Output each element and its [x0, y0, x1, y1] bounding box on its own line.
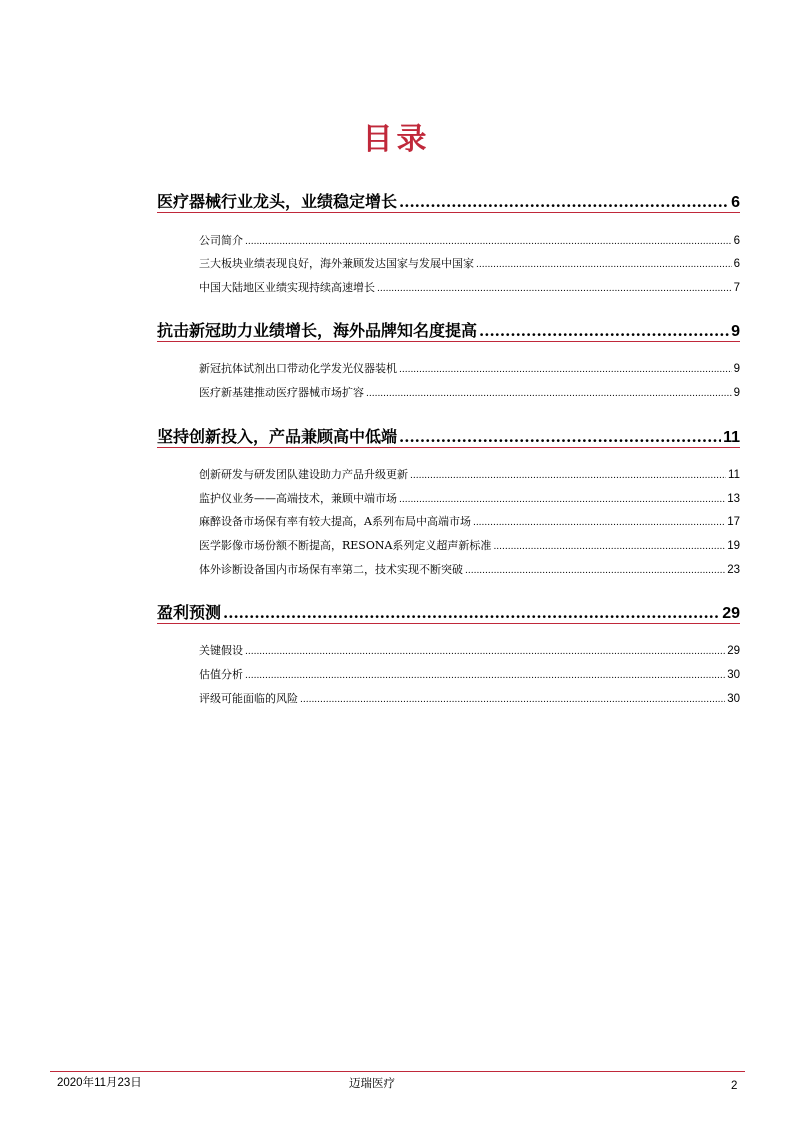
toc-entry-level2[interactable] — [199, 538, 740, 554]
toc-leader-dots — [399, 362, 732, 378]
toc-entry-text: 估值分析 — [199, 668, 243, 681]
footer-date: 2020年11月23日 — [57, 1077, 142, 1089]
toc-entry-page: 29 — [722, 605, 740, 622]
toc-entry-text: 麻醉设备市场保有率有较大提高，A系列布局中高端市场 — [199, 515, 471, 528]
footer-divider — [50, 1071, 745, 1072]
toc-leader-dots — [377, 281, 732, 297]
toc-entry-level2[interactable] — [199, 514, 740, 530]
toc-leader-dots — [300, 692, 725, 708]
toc-entry-level2[interactable] — [199, 562, 740, 578]
toc-entry-level2[interactable] — [199, 491, 740, 507]
toc-underline — [157, 623, 740, 624]
toc-entry-level2[interactable] — [199, 467, 740, 483]
toc-entry-text: 公司简介 — [199, 234, 243, 247]
toc-underline — [157, 341, 740, 342]
toc-entry-text: 新冠抗体试剂出口带动化学发光仪器装机 — [199, 362, 397, 375]
toc-leader-dots — [245, 234, 732, 250]
toc-entry-text: 创新研发与研发团队建设助力产品升级更新 — [199, 468, 408, 481]
toc-entry-level2[interactable] — [199, 667, 740, 683]
toc-leader-dots — [493, 539, 725, 555]
toc-entry-text: 医疗新基建推动医疗器械市场扩容 — [199, 386, 364, 399]
toc-entry-level1[interactable] — [157, 191, 740, 213]
toc-entry-level2[interactable] — [199, 385, 740, 401]
toc-entry-level2[interactable] — [199, 233, 740, 249]
toc-entry-text: 中国大陆地区业绩实现持续高速增长 — [199, 281, 375, 294]
toc-leader-dots — [399, 191, 729, 213]
toc-entry-page: 6 — [733, 235, 740, 247]
toc-leader-dots — [473, 515, 725, 531]
toc-leader-dots — [223, 602, 720, 624]
toc-leader-dots — [465, 563, 725, 579]
toc-underline — [157, 447, 740, 448]
toc-entry-page: 17 — [727, 516, 740, 528]
toc-entry-text: 体外诊断设备国内市场保有率第二，技术实现不断突破 — [199, 563, 463, 576]
toc-entry-page: 6 — [731, 194, 740, 211]
toc-entry-page: 9 — [733, 387, 740, 399]
toc-entry-level1[interactable] — [157, 602, 740, 624]
toc-entry-level2[interactable] — [199, 691, 740, 707]
toc-entry-page: 23 — [727, 564, 740, 576]
toc-entry-text: 监护仪业务——高端技术，兼顾中端市场 — [199, 492, 397, 505]
toc-entry-page: 19 — [727, 540, 740, 552]
toc-entry-level1[interactable] — [157, 320, 740, 342]
toc-entry-text: 抗击新冠助力业绩增长，海外品牌知名度提高 — [157, 321, 478, 340]
toc-entry-page: 30 — [727, 693, 740, 705]
toc-entry-page: 13 — [727, 493, 740, 505]
toc-entry-text: 评级可能面临的风险 — [199, 692, 298, 705]
toc-entry-level2[interactable] — [199, 361, 740, 377]
toc-leader-dots — [245, 644, 725, 660]
toc-leader-dots — [410, 468, 726, 484]
toc-underline — [157, 212, 740, 213]
toc-entry-page: 6 — [733, 258, 740, 270]
toc-leader-dots — [399, 492, 725, 508]
toc-leader-dots — [366, 386, 732, 402]
toc-leader-dots — [479, 320, 729, 342]
toc-entry-page: 9 — [731, 323, 740, 340]
toc-entry-page: 11 — [728, 469, 740, 481]
toc-entry-text: 三大板块业绩表现良好，海外兼顾发达国家与发展中国家 — [199, 257, 474, 270]
toc-title: 目录 — [362, 122, 431, 157]
toc-entry-text: 医疗器械行业龙头，业绩稳定增长 — [157, 192, 398, 211]
toc-entry-level2[interactable] — [199, 280, 740, 296]
toc-entry-page: 7 — [733, 282, 740, 294]
toc-entry-text: 坚持创新投入，产品兼顾高中低端 — [157, 427, 398, 446]
toc-leader-dots — [245, 668, 725, 684]
toc-entry-text: 关键假设 — [199, 644, 243, 657]
toc-entry-page: 11 — [723, 429, 740, 446]
toc-leader-dots — [476, 257, 732, 273]
footer-page-number: 2 — [731, 1080, 738, 1092]
toc-entry-level2[interactable] — [199, 643, 740, 659]
toc-leader-dots — [399, 426, 721, 448]
toc-entry-page: 30 — [727, 669, 740, 681]
toc-entry-text: 盈利预测 — [157, 603, 222, 622]
toc-entry-level1[interactable] — [157, 426, 740, 448]
footer-company-name: 迈瑞医疗 — [349, 1076, 395, 1090]
toc-entry-page: 9 — [733, 363, 740, 375]
toc-entry-text: 医学影像市场份额不断提高，RESONA系列定义超声新标准 — [199, 539, 492, 552]
toc-entry-page: 29 — [727, 645, 740, 657]
toc-entry-level2[interactable] — [199, 256, 740, 272]
